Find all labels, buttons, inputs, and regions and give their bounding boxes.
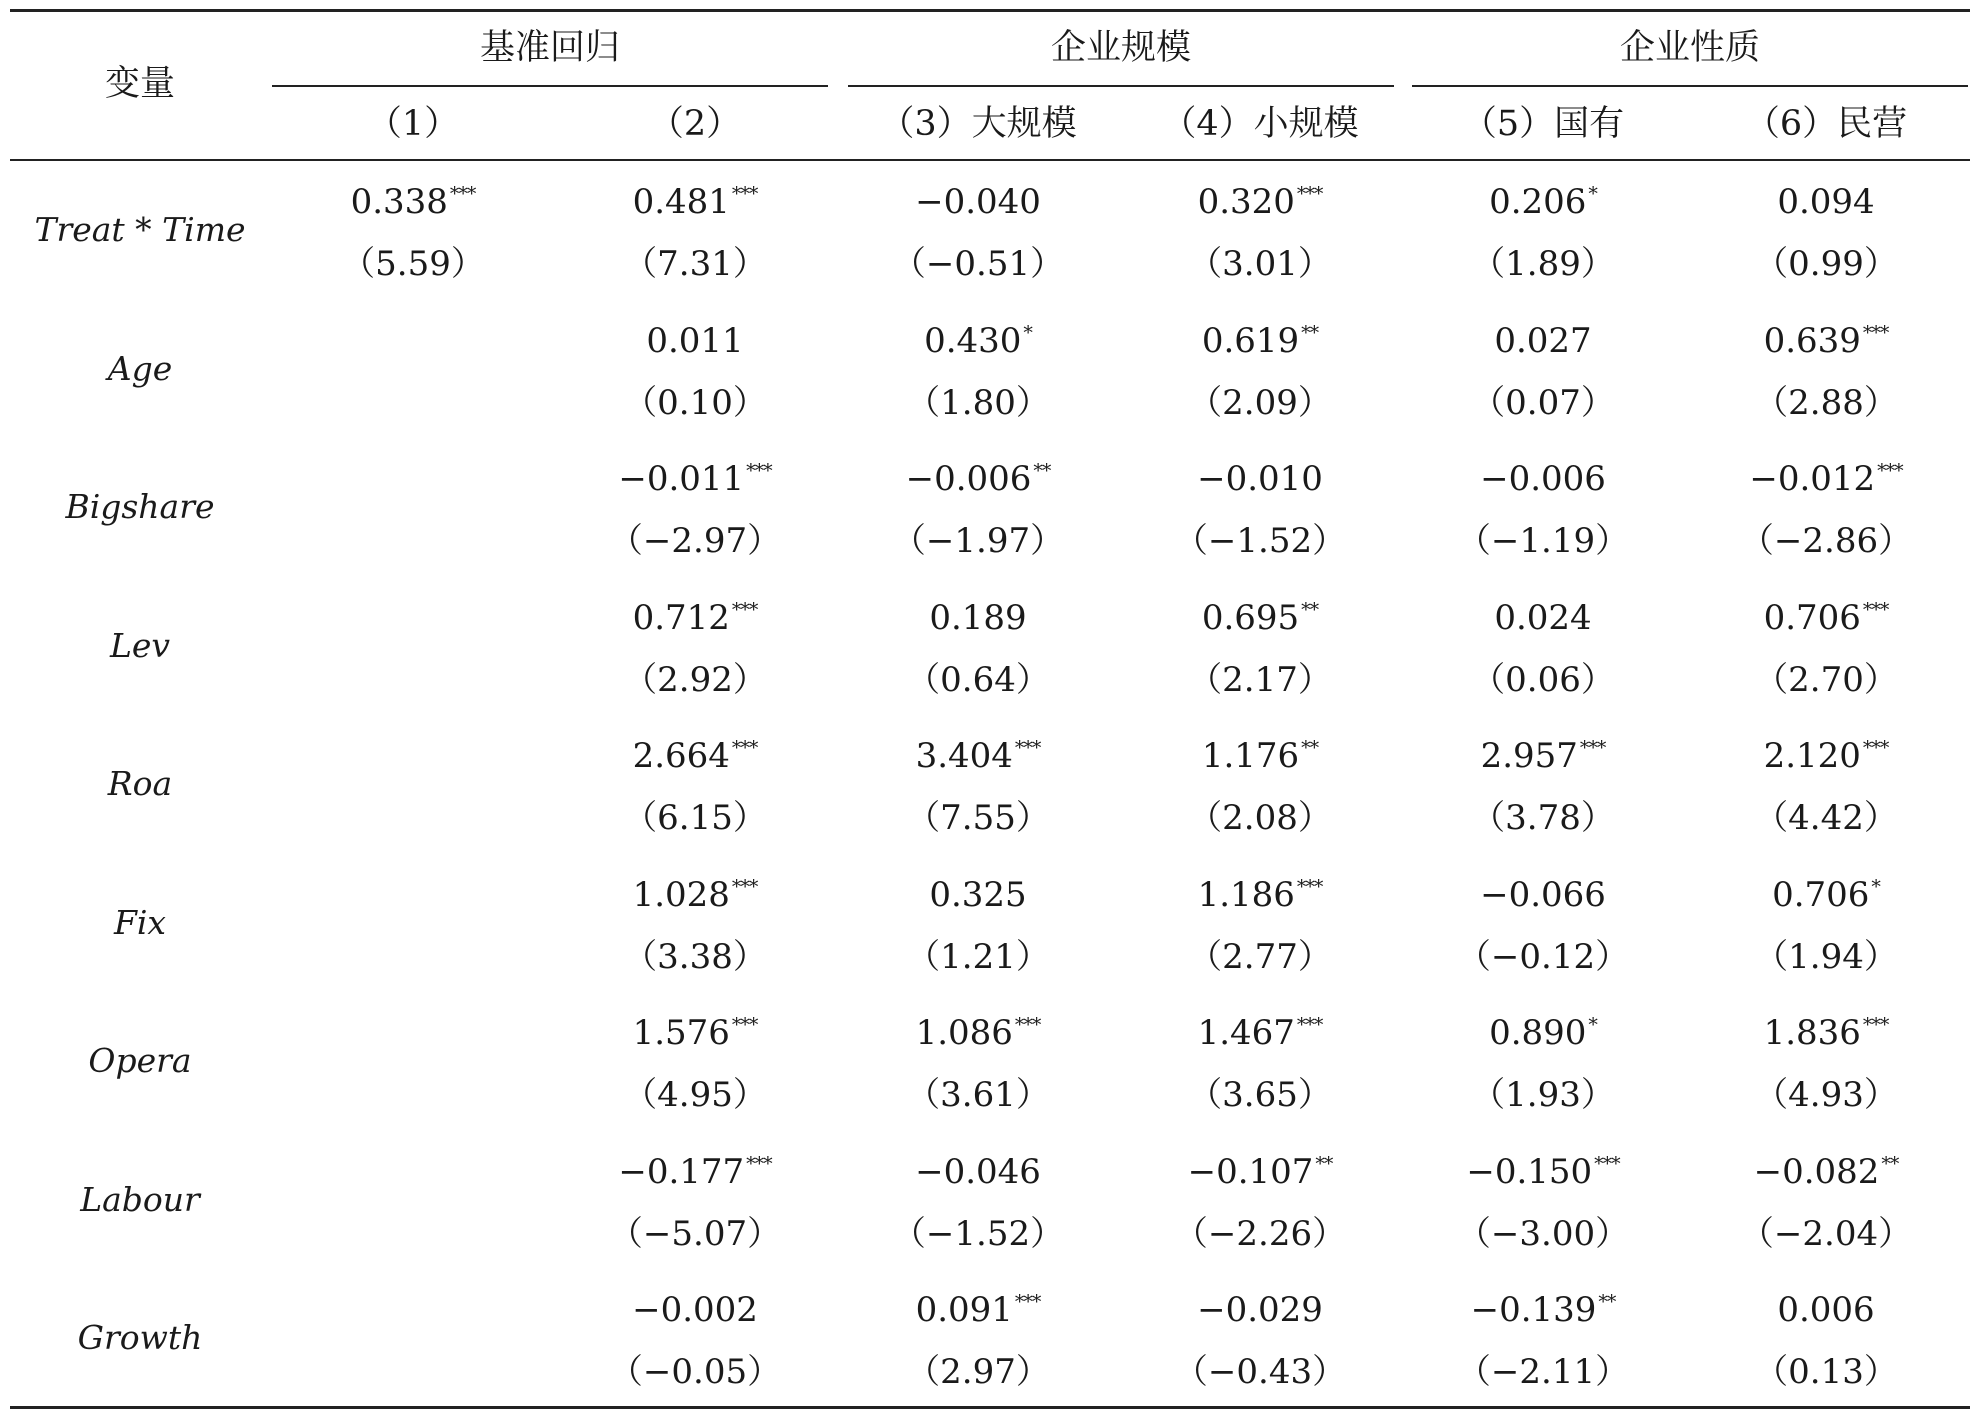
t-statistic: （1.21） [906, 936, 1050, 977]
t-statistic: （−3.00） [1456, 1213, 1630, 1254]
significance-stars: ** [1301, 598, 1319, 621]
coefficient: 0.430 * [924, 320, 1032, 361]
column-header-1: （1） [366, 104, 460, 144]
coefficient: 0.695 ** [1201, 597, 1319, 638]
coefficient: 0.206 * [1489, 182, 1597, 222]
coefficient: 0.189 [929, 597, 1027, 638]
significance-stars: *** [1862, 321, 1889, 344]
significance-stars: *** [731, 737, 758, 759]
t-statistic: （3.01） [1188, 244, 1332, 284]
coefficient: −0.011 *** [618, 459, 772, 499]
significance-stars: ** [1881, 1152, 1899, 1175]
t-statistic: （−2.04） [1739, 1213, 1913, 1254]
coefficient: −0.002 [632, 1290, 758, 1330]
t-statistic: （−2.26） [1173, 1213, 1347, 1254]
coefficient: 1.467 *** [1197, 1013, 1323, 1053]
t-statistic: （0.64） [906, 659, 1050, 700]
coefficient: 2.120 *** [1763, 736, 1889, 776]
coefficient: 0.006 [1777, 1290, 1875, 1330]
significance-stars: *** [1296, 1014, 1323, 1036]
significance-stars: * [1023, 321, 1032, 344]
t-statistic: （2.97） [906, 1352, 1050, 1392]
variable-header: 变量 [104, 64, 175, 104]
significance-stars: * [1588, 1014, 1597, 1036]
header-rule [10, 159, 1970, 161]
significance-stars: ** [1301, 321, 1319, 344]
significance-stars: *** [1862, 737, 1889, 759]
coefficient: −0.107 ** [1187, 1151, 1333, 1192]
coefficient: 2.664 *** [632, 736, 758, 776]
t-statistic: （−5.07） [608, 1213, 782, 1254]
significance-stars: ** [1301, 737, 1319, 759]
t-statistic: （2.88） [1754, 382, 1898, 423]
coefficient: 0.338 *** [350, 182, 476, 222]
significance-stars: *** [746, 1152, 772, 1175]
group-header-baseline: 基准回归 [479, 28, 620, 68]
coefficient: 0.639 *** [1763, 320, 1889, 361]
t-statistic: （2.70） [1754, 659, 1898, 700]
coefficient: −0.139 ** [1470, 1290, 1616, 1330]
significance-stars: ** [1315, 1152, 1333, 1175]
significance-stars: *** [449, 183, 476, 205]
row-variable-label: Lev [109, 625, 171, 665]
t-statistic: （2.09） [1188, 382, 1332, 423]
t-statistic: （0.10） [623, 382, 767, 423]
t-statistic: （6.15） [623, 798, 767, 838]
row-variable-label: Opera [88, 1041, 192, 1080]
significance-stars: ** [1598, 1291, 1616, 1313]
coefficient: 1.086 *** [915, 1013, 1041, 1053]
t-statistic: （0.99） [1754, 244, 1898, 284]
t-statistic: （0.13） [1754, 1352, 1898, 1392]
t-statistic: （−0.05） [608, 1352, 782, 1392]
t-statistic: （−1.52） [1173, 521, 1347, 561]
significance-stars: *** [731, 183, 758, 205]
column-header-5: （5）国有 [1461, 104, 1625, 144]
coefficient: −0.006 ** [905, 459, 1051, 499]
coefficient: −0.010 [1197, 459, 1323, 499]
coefficient: −0.150 *** [1466, 1151, 1620, 1192]
t-statistic: （7.55） [906, 798, 1050, 838]
t-statistic: （0.06） [1471, 659, 1615, 700]
coefficient: 1.186 *** [1197, 874, 1323, 915]
significance-stars: ** [1033, 460, 1051, 482]
coefficient: 0.091 *** [915, 1290, 1041, 1330]
significance-stars: *** [1014, 737, 1041, 759]
t-statistic: （−0.51） [891, 244, 1065, 284]
row-variable-label: Fix [113, 902, 167, 942]
significance-stars: *** [1296, 875, 1323, 898]
significance-stars: *** [731, 598, 758, 621]
coefficient: 1.028 *** [632, 874, 758, 915]
coefficient: −0.006 [1480, 459, 1606, 499]
coefficient: −0.040 [915, 182, 1041, 222]
top-rule [10, 9, 1970, 12]
t-statistic: （1.94） [1754, 936, 1898, 977]
column-header-2: （2） [648, 104, 742, 144]
significance-stars: *** [1877, 460, 1903, 482]
significance-stars: * [1588, 183, 1597, 205]
t-statistic: （5.59） [341, 244, 485, 284]
t-statistic: （1.89） [1471, 244, 1615, 284]
t-statistic: （1.80） [906, 382, 1050, 423]
column-header-6: （6）民营 [1744, 104, 1908, 144]
significance-stars: *** [1579, 737, 1606, 759]
t-statistic: （7.31） [623, 244, 767, 284]
t-statistic: （0.07） [1471, 382, 1615, 423]
column-header-3: （3）大规模 [879, 104, 1077, 144]
coefficient: 0.094 [1777, 182, 1875, 222]
t-statistic: （−2.86） [1739, 521, 1913, 561]
t-statistic: （3.65） [1188, 1075, 1332, 1115]
coefficient: 0.024 [1494, 597, 1592, 638]
t-statistic: （4.93） [1754, 1075, 1898, 1115]
row-variable-label: Labour [80, 1179, 200, 1219]
coefficient: 3.404 *** [915, 736, 1041, 776]
significance-stars: *** [731, 875, 758, 898]
coefficient: −0.082 ** [1753, 1151, 1899, 1192]
group-header-size: 企业规模 [1050, 28, 1191, 68]
coefficient: 0.011 [646, 320, 744, 361]
t-statistic: （2.08） [1188, 798, 1332, 838]
t-statistic: （3.78） [1471, 798, 1615, 838]
t-statistic: （−1.19） [1456, 521, 1630, 561]
t-statistic: （3.61） [906, 1075, 1050, 1115]
coefficient: −0.046 [915, 1151, 1041, 1192]
coefficient: 2.957 *** [1480, 736, 1606, 776]
row-variable-label: Growth [77, 1318, 203, 1357]
group-header-ownership: 企业性质 [1619, 28, 1760, 68]
t-statistic: （2.77） [1188, 936, 1332, 977]
significance-stars: * [1871, 875, 1880, 898]
column-header-4: （4）小规模 [1161, 104, 1359, 144]
coefficient: −0.177 *** [618, 1151, 772, 1192]
significance-stars: *** [1862, 1014, 1889, 1036]
t-statistic: （1.93） [1471, 1075, 1615, 1115]
coefficient: 1.176 ** [1201, 736, 1319, 776]
t-statistic: （−2.11） [1456, 1352, 1630, 1392]
row-variable-label: Age [107, 348, 173, 388]
row-variable-label: Treat * Time [34, 210, 246, 249]
coefficient: 0.706 * [1772, 874, 1880, 915]
group-rule-baseline [272, 85, 828, 87]
t-statistic: （−0.43） [1173, 1352, 1347, 1392]
t-statistic: （2.92） [623, 659, 767, 700]
t-statistic: （4.95） [623, 1075, 767, 1115]
t-statistic: （−1.52） [891, 1213, 1065, 1254]
t-statistic: （2.17） [1188, 659, 1332, 700]
coefficient: 0.481 *** [632, 182, 758, 222]
significance-stars: *** [746, 460, 772, 482]
coefficient: 0.325 [929, 874, 1027, 915]
significance-stars: *** [731, 1014, 758, 1036]
group-rule-ownership [1412, 85, 1968, 87]
t-statistic: （−1.97） [891, 521, 1065, 561]
significance-stars: *** [1014, 1014, 1041, 1036]
coefficient: 0.890 * [1489, 1013, 1597, 1053]
significance-stars: *** [1862, 598, 1889, 621]
significance-stars: *** [1594, 1152, 1620, 1175]
significance-stars: *** [1014, 1291, 1041, 1313]
row-variable-label: Roa [107, 764, 173, 803]
coefficient: −0.029 [1197, 1290, 1323, 1330]
t-statistic: （−0.12） [1456, 936, 1630, 977]
group-rule-size [848, 85, 1394, 87]
coefficient: 1.576 *** [632, 1013, 758, 1053]
coefficient: 0.027 [1494, 320, 1592, 361]
t-statistic: （3.38） [623, 936, 767, 977]
t-statistic: （4.42） [1754, 798, 1898, 838]
significance-stars: *** [1296, 183, 1323, 205]
coefficient: 0.619 ** [1201, 320, 1319, 361]
coefficient: 0.712 *** [632, 597, 758, 638]
row-variable-label: Bigshare [65, 487, 215, 526]
coefficient: −0.066 [1480, 874, 1606, 915]
coefficient: −0.012 *** [1749, 459, 1903, 499]
coefficient: 0.706 *** [1763, 597, 1889, 638]
coefficient: 0.320 *** [1197, 182, 1323, 222]
coefficient: 1.836 *** [1763, 1013, 1889, 1053]
t-statistic: （−2.97） [608, 521, 782, 561]
